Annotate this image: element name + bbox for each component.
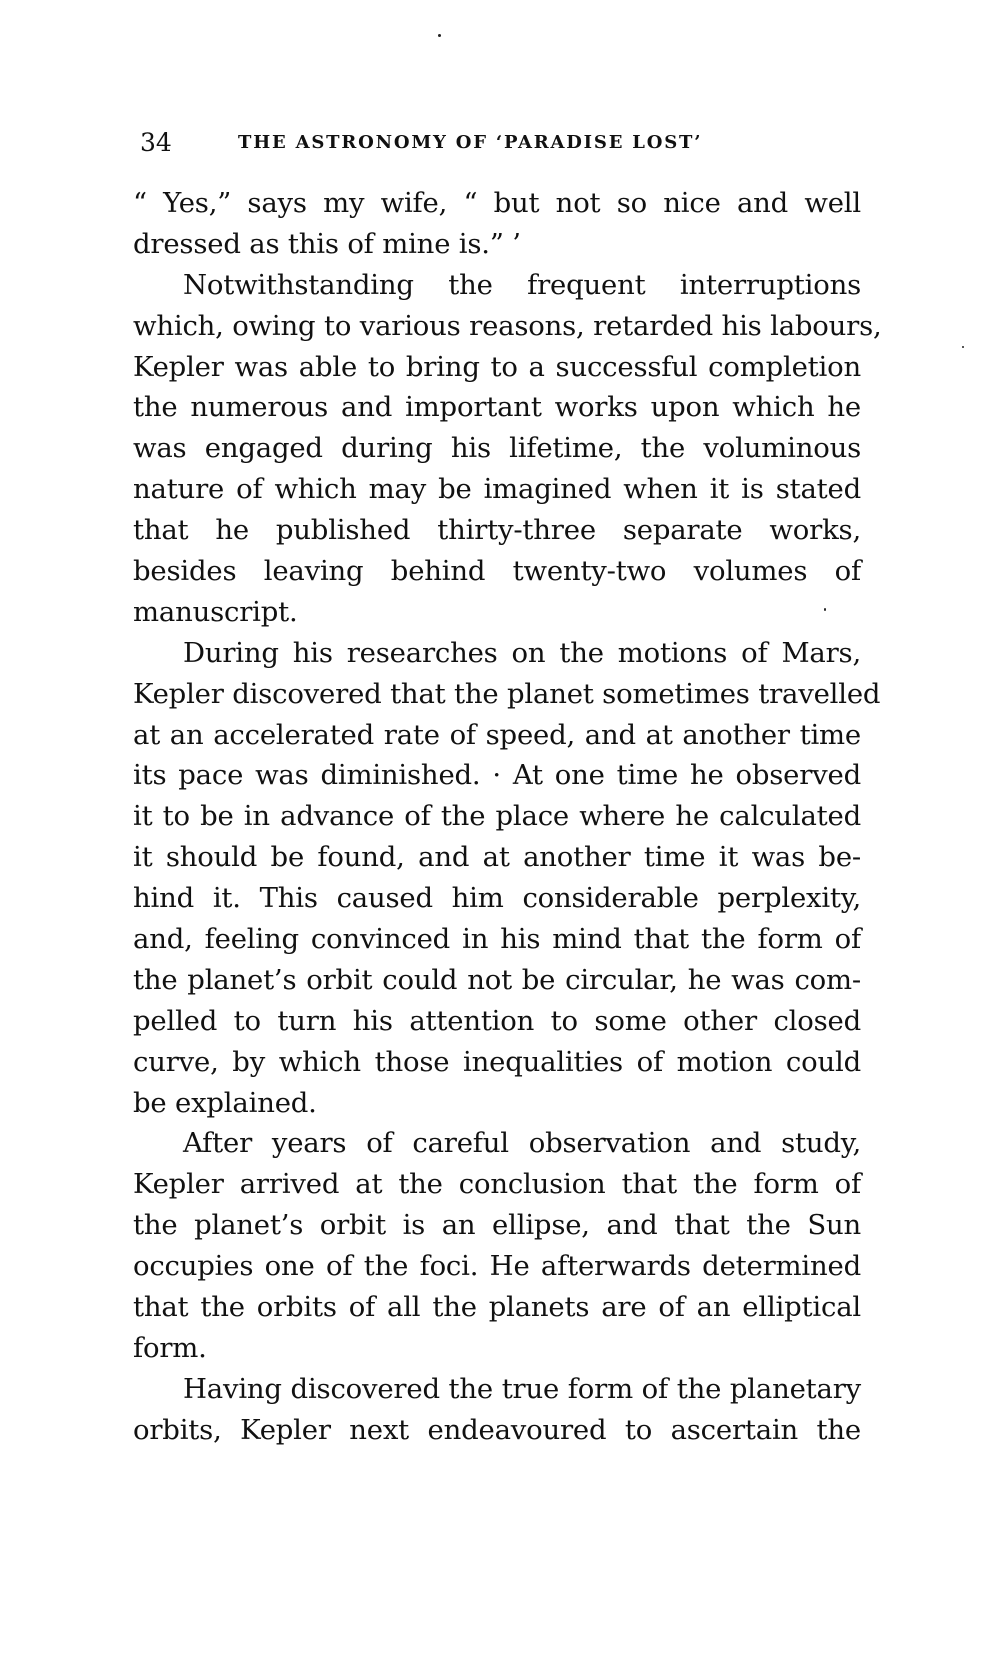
text-line: manuscript.: [133, 595, 298, 628]
text-line: be explained.: [133, 1086, 317, 1119]
body-text: [133, 183, 882, 1451]
text-line: Kepler was able to bring to a successful completion: [133, 350, 861, 383]
text-line: form.: [133, 1331, 207, 1364]
text-line: it to be in advance of the place where he calculated: [133, 800, 861, 833]
page-number: 34: [140, 128, 172, 157]
text-line: it should be found, and at another time it was be-: [133, 841, 861, 874]
text-line: besides leaving behind twenty-two volumes of: [133, 555, 861, 588]
text-line: Having discovered the true form of the planetary: [183, 1372, 861, 1405]
text-line: pelled to turn his attention to some other closed: [133, 1004, 861, 1037]
running-header: [140, 122, 880, 162]
text-line: hind it. This caused him considerable perplexity,: [133, 882, 861, 915]
text-line: its pace was diminished. · At one time he observed: [133, 759, 861, 792]
text-line: During his researches on the motions of Mars,: [183, 636, 861, 669]
text-line: Kepler arrived at the conclusion that the form of: [133, 1168, 861, 1201]
text-line: was engaged during his lifetime, the voluminous: [133, 432, 861, 465]
text-line: occupies one of the foci. He afterwards determined: [133, 1250, 861, 1283]
text-line: at an accelerated rate of speed, and at another time: [133, 718, 861, 751]
text-line: Notwithstanding the frequent interruptions: [183, 268, 861, 301]
text-line: which, owing to various reasons, retarded his labours,: [133, 309, 882, 342]
text-line: “ Yes,” says my wife, “ but not so nice and well: [133, 187, 861, 219]
text-line: Kepler discovered that the planet sometimes travelled: [133, 677, 881, 710]
scan-speck: [962, 346, 964, 348]
scan-speck: [824, 608, 826, 611]
text-line: the numerous and important works upon which he: [133, 391, 861, 424]
text-line: that the orbits of all the planets are of an elliptical: [133, 1291, 861, 1324]
text-line: the planet’s orbit could not be circular, he was com-: [133, 963, 861, 996]
text-line: the planet’s orbit is an ellipse, and that the Sun: [133, 1209, 861, 1242]
text-line: curve, by which those inequalities of motion could: [133, 1045, 861, 1078]
text-line: and, feeling convinced in his mind that the form of: [133, 923, 861, 956]
text-line: orbits, Kepler next endeavoured to ascertain the: [133, 1413, 861, 1446]
text-line: nature of which may be imagined when it is stated: [133, 473, 861, 506]
text-line: dressed as this of mine is.” ’: [133, 227, 521, 260]
scan-speck: [438, 34, 441, 37]
text-line: that he published thirty-three separate works,: [133, 514, 861, 547]
text-line: After years of careful observation and study,: [183, 1127, 861, 1160]
running-title: THE ASTRONOMY OF ‘PARADISE LOST’: [238, 132, 703, 153]
